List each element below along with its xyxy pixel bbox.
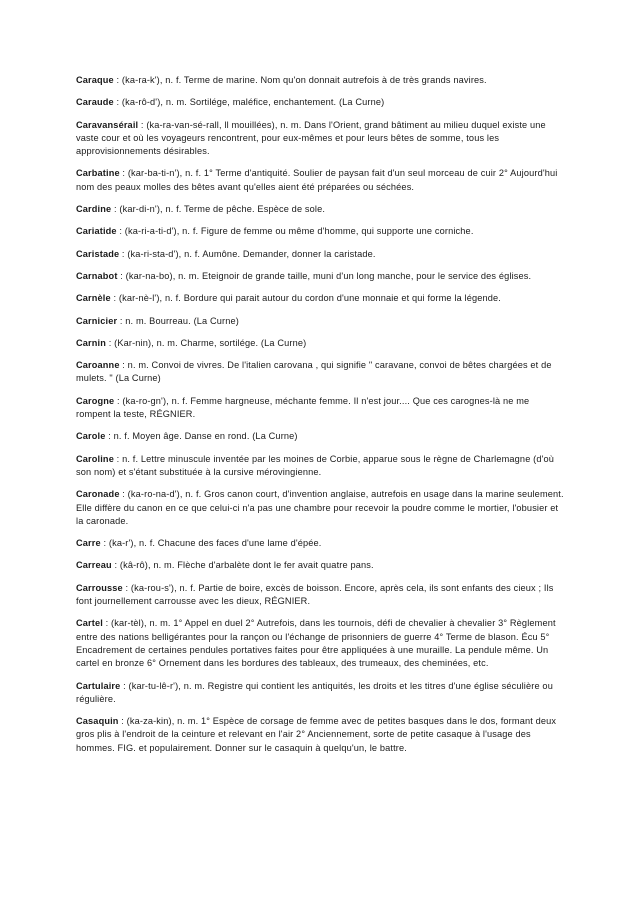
dictionary-entry — [76, 315, 564, 328]
dictionary-entry — [76, 203, 564, 216]
entry-term: Caronade — [76, 489, 120, 500]
entry-definition: : n. m. Convoi de vivres. De l'italien carovana , qui signifie " caravane, convoi de bêtes chargées et de mulets. " (La Curne) — [76, 360, 552, 384]
entry-definition: : (kar-ba-ti-n'), n. f. 1° Terme d'antiquité. Soulier de paysan fait d'un seul morceau de cuir 2° Aujourd'hui nom des peaux molles des bêtes avant qu'elles aient été préparées ou séchées. — [76, 168, 558, 192]
dictionary-entry — [76, 119, 564, 159]
dictionary-entry — [76, 74, 564, 87]
entry-definition: : (kâ-rô), n. m. Flèche d'arbalète dont le fer avait quatre pans. — [111, 560, 374, 571]
dictionary-entry — [76, 488, 564, 528]
entry-term: Caristade — [76, 248, 120, 259]
entry-definition: : (ka-ra-k'), n. f. Terme de marine. Nom qu'on donnait autrefois à de très grands navires. — [113, 75, 487, 85]
entry-definition: : (Kar-nin), n. m. Charme, sortilége. (La Curne) — [106, 337, 307, 348]
entry-definition: : (kar-nè-l'), n. f. Bordure qui parait autour du cordon d'une monnaie et qui forme la légende. — [110, 293, 501, 304]
entry-term: Carogne — [76, 395, 115, 406]
entry-term: Carrousse — [76, 582, 123, 593]
entry-list — [76, 74, 564, 764]
dictionary-entry — [76, 617, 564, 670]
dictionary-entry — [76, 559, 564, 572]
dictionary-entry — [76, 430, 564, 443]
entry-definition: : (kar-di-n'), n. f. Terme de pêche. Espèce de sole. — [111, 204, 326, 215]
entry-definition: : (ka-rô-d'), n. m. Sortilége, maléfice, enchantement. (La Curne) — [113, 97, 385, 108]
entry-definition: : (ka-rou-s'), n. f. Partie de boire, excès de boisson. Encore, après cela, ils sont enfants des cieux ; Ils font journellement carrousse avec les dieux, RÉGNIER. — [76, 582, 554, 607]
entry-definition: : n. m. Bourreau. (La Curne) — [117, 315, 239, 326]
entry-term: Carnin — [76, 337, 106, 348]
entry-term: Caroanne — [76, 360, 120, 371]
entry-term: Carnicier — [76, 315, 118, 326]
entry-term: Cardine — [76, 204, 112, 215]
entry-term: Cartel — [76, 618, 103, 629]
dictionary-entry — [76, 359, 564, 386]
entry-definition: : (ka-r'), n. f. Chacune des faces d'une lame d'épée. — [100, 538, 322, 549]
dictionary-entry — [76, 582, 564, 609]
dictionary-entry — [76, 715, 564, 755]
entry-term: Carbatine — [76, 168, 120, 179]
dictionary-entry — [76, 453, 564, 480]
entry-term: Carreau — [76, 560, 112, 571]
entry-definition: : (kar-na-bo), n. m. Eteignoir de grande taille, muni d'un long manche, pour le service des églises. — [117, 270, 532, 281]
entry-definition: : (ka-za-kin), n. m. 1° Espèce de corsage de femme avec de petites basques dans le dos, formant deux gros plis à l'endroit de la ceinture et relevant en l'air 2° Anciennement, sorte de petite casaque à l'usage des hommes. FIG. et populairement. Donner sur le casaquin à quelqu'un, le battre. — [76, 716, 557, 753]
entry-definition: : n. f. Moyen âge. Danse en rond. (La Curne) — [105, 431, 298, 442]
entry-definition: : (ka-ro-na-d'), n. f. Gros canon court, d'invention anglaise, autrefois en usage dans la marine seulement. Elle diffère du canon en ce que celui-ci n'a pas une chambre pour recevoir la poudre comme le mortier, l'obusier et la caronade. — [76, 489, 564, 526]
dictionary-entry — [76, 680, 564, 707]
entry-definition: : (kar-tèl), n. m. 1° Appel en duel 2° Autrefois, dans les tournois, défi de chevalier à chevalier 3° Règlement entre des nations belligérantes pour la rançon ou l'échange de prisonniers de guerre 4° Terme de blason. Écu 5° Encadrement de certaines pendules portatives faites pour être appliquées à une muraille. La pendule même. Un cartel en bronze 6° Ornement dans les bordures des tableaux, des trumeaux, des cheminées, etc. — [76, 618, 556, 669]
dictionary-entry — [76, 537, 564, 550]
entry-definition: : (kar-tu-lê-r'), n. m. Registre qui contient les antiquités, les droits et les titres d'une église séculière ou régulière. — [76, 680, 553, 704]
entry-definition: : (ka-ri-sta-d'), n. f. Aumône. Demander, donner la caristade. — [119, 248, 376, 259]
entry-term: Caraude — [76, 97, 114, 108]
dictionary-entry — [76, 167, 564, 194]
entry-term: Carole — [76, 431, 106, 442]
entry-term: Caraque — [76, 75, 114, 85]
dictionary-entry — [76, 395, 564, 422]
entry-definition: : (ka-ri-a-ti-d'), n. f. Figure de femme ou même d'homme, qui supporte une corniche. — [116, 226, 474, 237]
dictionary-entry — [76, 225, 564, 238]
entry-term: Carre — [76, 538, 101, 549]
entry-term: Cartulaire — [76, 680, 121, 691]
entry-definition: : (ka-ra-van-sé-rall, ll mouillées), n. m. Dans l'Orient, grand bâtiment au milieu duquel existe une vaste cour et où les voyageurs rencontrent, pour eux-mêmes et pour leurs bêtes de somme, tous les approvisionnements désirables. — [76, 119, 546, 157]
dictionary-entry — [76, 292, 564, 305]
dictionary-entry — [76, 96, 564, 109]
entry-term: Carnabot — [76, 270, 118, 281]
entry-term: Cariatide — [76, 226, 117, 237]
entry-term: Caravansérail — [76, 119, 139, 130]
dictionary-entry — [76, 248, 564, 261]
entry-definition: : n. f. Lettre minuscule inventée par les moines de Corbie, apparue sous le règne de Charlemagne (d'où son nom) et s'étant substituée à la cursive mérovingienne. — [76, 453, 555, 477]
dictionary-entry — [76, 270, 564, 283]
entry-term: Carnèle — [76, 293, 111, 304]
entry-term: Casaquin — [76, 716, 119, 727]
dictionary-entry — [76, 337, 564, 350]
entry-definition: : (ka-ro-gn'), n. f. Femme hargneuse, méchante femme. Il n'est jour.... Que ces carognes-là ne me rompent la teste, RÉGNIER. — [76, 395, 530, 420]
entry-term: Caroline — [76, 453, 114, 464]
